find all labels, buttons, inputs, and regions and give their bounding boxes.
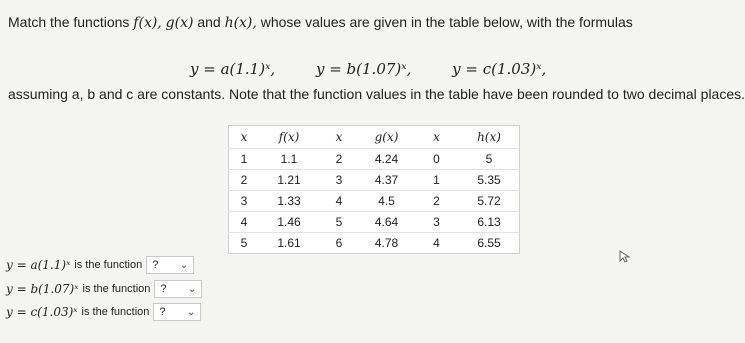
answer-select-a-value: ? — [152, 259, 159, 271]
table-cell: 4 — [229, 212, 260, 233]
answer-formula-c: y = c(1.03)ˣ — [6, 305, 78, 319]
table-cell: 5 — [319, 212, 359, 233]
table-row — [229, 212, 520, 233]
table-cell: 4.24 — [359, 149, 414, 170]
formula-a: y = a(1.1)ˣ, — [190, 60, 276, 78]
table-cell: 6 — [335, 236, 343, 250]
formula-c: y = c(1.03)ˣ, — [452, 60, 547, 78]
table-cell: 1.61 — [277, 236, 301, 250]
table-cell: 1.1 — [259, 149, 319, 170]
table-cell: 4.64 — [359, 212, 414, 233]
table-cell: 2 — [229, 170, 260, 191]
table-cell: 3 — [229, 191, 260, 212]
g-function-name: g(x) — [165, 15, 194, 31]
table-cell: 4 — [433, 236, 440, 250]
intro-and: and — [197, 14, 221, 30]
answer-formula-a: y = a(1.1)ˣ — [6, 258, 71, 272]
chevron-down-icon: ⌄ — [179, 259, 189, 271]
table-cell: 1.33 — [259, 191, 319, 212]
formula-list — [190, 60, 582, 78]
table-cell: 5.35 — [459, 170, 520, 191]
answer-select-b-value: ? — [160, 283, 167, 295]
intro-text-after: whose values are given in the table below, with the formulas — [260, 14, 633, 30]
answer-select-c-value: ? — [159, 306, 166, 318]
values-table — [228, 125, 520, 254]
table-row — [229, 149, 520, 170]
table-cell: 4 — [319, 191, 359, 212]
chevron-down-icon: ⌄ — [187, 306, 196, 318]
answer-formula-b: y = b(1.07)ˣ — [6, 282, 79, 296]
table-cell: 4.37 — [359, 170, 414, 191]
table-cell: 2 — [414, 191, 459, 212]
question-note: assuming a, b and c are constants. Note that the function values in the table have been rounded to two decimal places. — [8, 86, 745, 102]
answer-select-c[interactable] — [153, 303, 201, 321]
header-f: f(x) — [259, 126, 319, 149]
table-cell: 4.5 — [359, 191, 414, 212]
answer-row-c — [6, 303, 201, 321]
question-intro — [8, 14, 633, 31]
table-cell: 3 — [414, 212, 459, 233]
header-x-f: x — [229, 126, 260, 149]
table-cell: 1 — [229, 149, 260, 170]
answer-label-a: is the function — [74, 259, 143, 271]
table-cell: 1 — [414, 170, 459, 191]
header-h: h(x) — [459, 126, 520, 149]
pointer-cursor-icon — [618, 250, 632, 264]
table-cell: 1.21 — [259, 170, 319, 191]
answer-select-a[interactable] — [146, 256, 194, 274]
table-cell: 0 — [414, 149, 459, 170]
h-function-name: h(x), — [224, 15, 257, 31]
table-row — [229, 170, 520, 191]
answer-select-b[interactable] — [154, 280, 202, 298]
header-g: g(x) — [359, 126, 414, 149]
table-cell: 6.55 — [477, 236, 501, 250]
header-x-g: x — [319, 126, 359, 149]
table-header-row — [229, 126, 520, 149]
table-cell: 5.72 — [459, 191, 520, 212]
answer-row-b — [6, 280, 202, 298]
answer-label-c: is the function — [81, 306, 150, 318]
formula-b: y = b(1.07)ˣ, — [315, 60, 412, 78]
table-cell: 4.78 — [374, 236, 399, 250]
answer-label-b: is the function — [82, 283, 151, 295]
table-cell: 6.13 — [459, 212, 520, 233]
table-cell: 3 — [319, 170, 359, 191]
table-cell: 1.46 — [259, 212, 319, 233]
table-cell: 2 — [319, 149, 359, 170]
table-row — [229, 233, 520, 254]
table-row — [229, 191, 520, 212]
intro-text-before: Match the functions — [8, 14, 130, 30]
table-cell: 5 — [459, 149, 520, 170]
chevron-down-icon: ⌄ — [187, 283, 197, 295]
table-cell: 5 — [240, 236, 248, 250]
header-x-h: x — [414, 126, 459, 149]
answer-row-a — [6, 256, 194, 274]
f-function-name: f(x), — [133, 15, 162, 31]
